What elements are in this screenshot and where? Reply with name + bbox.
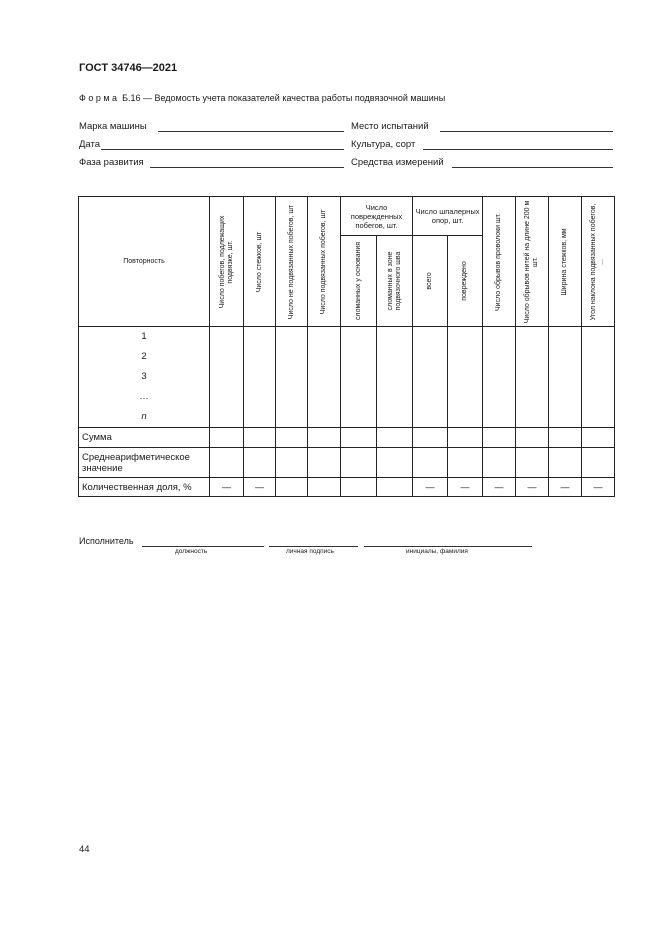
header-total: всего — [426, 272, 434, 290]
header-stitches: Число стежков, шт — [255, 231, 263, 292]
signature-caption: личная подпись — [286, 548, 334, 555]
repeat-3: 3 — [141, 371, 147, 382]
header-repeat: Повторность — [79, 197, 210, 327]
page-number: 44 — [79, 844, 90, 855]
phase-field[interactable] — [150, 167, 344, 168]
crop-field[interactable] — [423, 149, 613, 150]
position-field[interactable] — [142, 546, 264, 547]
header-damaged-group: Число поврежденных побегов, шт. — [341, 197, 413, 236]
header-shoots-to-tie: Число побегов, подлежащих подвязке, шт. — [218, 215, 234, 308]
header-stitch-width: Ширина стежков, мм — [561, 227, 569, 296]
machine-label: Марка машины — [79, 121, 147, 132]
form-title-text: Б.16 — Ведомость учета показателей качества работы подвязочной машины — [122, 93, 446, 103]
performer-label: Исполнитель — [79, 536, 134, 546]
initials-caption: инициалы, фамилия — [406, 548, 468, 555]
position-caption: должность — [175, 548, 208, 555]
repeat-ellipsis: … — [139, 391, 149, 402]
header-wire-breaks: Число обрывов проволоки шт. — [495, 212, 503, 311]
dash-cell: — — [483, 478, 516, 497]
dash-cell: — — [549, 478, 582, 497]
header-tied: Число подвязанных побегов, шт — [320, 209, 327, 314]
dash-cell: — — [448, 478, 483, 497]
form-title — [79, 93, 445, 103]
row-mean-label: Среднеарифметическое значение — [79, 448, 210, 478]
signature-field[interactable] — [269, 546, 358, 547]
test-site-field[interactable] — [440, 131, 613, 132]
date-label: Дата — [79, 139, 101, 150]
standard-number: ГОСТ 34746—2021 — [79, 62, 178, 74]
header-damaged: повреждено — [461, 261, 469, 301]
dash-cell: — — [516, 478, 549, 497]
repeat-list — [79, 327, 210, 428]
table-row — [79, 327, 615, 428]
repeat-2: 2 — [141, 351, 147, 362]
repeat-n: n — [141, 411, 147, 422]
header-broken-seam: сломанных в зоне подвязочного шва — [386, 251, 402, 311]
dash-cell: — — [210, 478, 244, 497]
dash-cell: — — [413, 478, 448, 497]
phase-label: Фаза развития — [79, 157, 144, 168]
test-site-label: Место испытаний — [351, 121, 429, 132]
crop-label: Культура, сорт — [351, 139, 416, 150]
instruments-field[interactable] — [452, 167, 613, 168]
header-untied: Число не подвязанных побегов, шт — [287, 204, 295, 319]
dash-cell: — — [244, 478, 276, 497]
header-trellis-group: Число шпалерных опор, шт. — [413, 197, 483, 236]
repeat-1: 1 — [141, 331, 147, 342]
table-row — [79, 428, 615, 448]
row-sum-label: Сумма — [79, 428, 210, 448]
form-label: Форма — [79, 93, 120, 103]
header-thread-breaks: Число обрывов нитей на длине 200 м шт. — [524, 200, 540, 323]
header-tilt-angle: Угол наклона подвязанных побегов, ... — [590, 203, 606, 320]
table-row — [79, 448, 615, 478]
dash-cell: — — [582, 478, 615, 497]
initials-field[interactable] — [364, 546, 532, 547]
row-share-label: Количественная доля, % — [79, 478, 210, 497]
header-broken-base: сломанных у основания — [354, 241, 362, 321]
instruments-label: Средства измерений — [351, 157, 444, 168]
date-field[interactable] — [101, 149, 344, 150]
table-row — [79, 478, 615, 497]
machine-field[interactable] — [158, 131, 344, 132]
quality-table — [78, 196, 615, 497]
